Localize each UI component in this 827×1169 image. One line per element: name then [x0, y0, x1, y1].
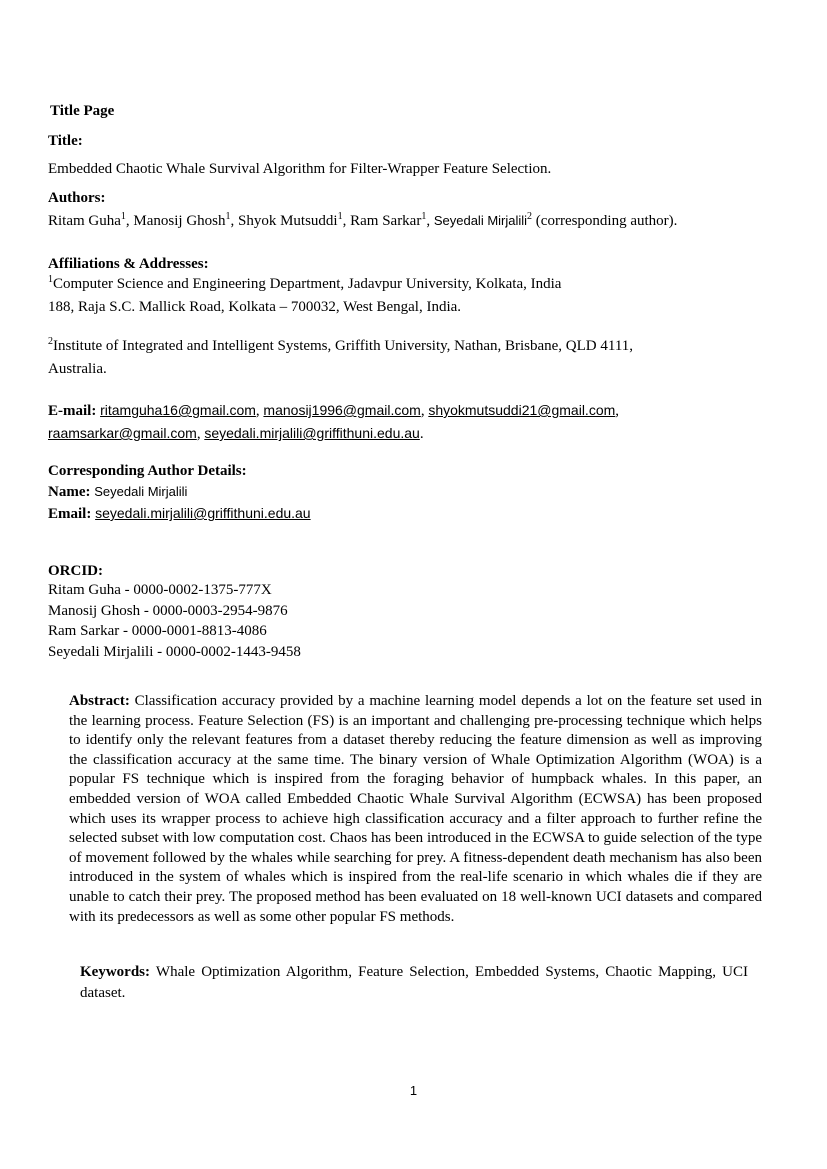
corresponding-author-label: Corresponding Author Details: [48, 463, 247, 479]
title-label: Title: [48, 133, 83, 149]
keywords-label: Keywords: [80, 964, 150, 980]
corresponding-name-row [48, 482, 767, 502]
author-affiliation-mark: 1 [225, 211, 231, 222]
email-block: E-mail: ritamguha16@gmail.com, manosij1996@gmail.com, shyokmutsuddi21@gmail.com, raamsarkar@gmail.com, seyedali.mirjalili@griffithuni.edu.au. [48, 402, 620, 442]
affiliation-mark: 2 [48, 336, 53, 347]
keywords-text: Whale Optimization Algorithm, Feature Selection, Embedded Systems, Chaotic Mapping, UCI dataset. [80, 964, 748, 1001]
paper-title: Embedded Chaotic Whale Survival Algorithm for Filter-Wrapper Feature Selection. [48, 161, 552, 177]
authors-line: Ritam Guha$^1$, Manosij Ghosh$^1$, Shyok Mutsuddi$^1$, Ram Sarkar$^1$, Seyedali Mirjalili$^2$ (corresponding author). [48, 211, 678, 229]
affiliation-1 [48, 274, 767, 317]
affiliations-label: Affiliations & Addresses: [48, 256, 209, 272]
author-name: Ram Sarkar [350, 213, 422, 229]
email-link[interactable]: ritamguha16@gmail.com [100, 402, 256, 418]
orcid-item: Manosij Ghosh - 0000-0003-2954-9876 [48, 602, 288, 619]
email-link[interactable]: shyokmutsuddi21@gmail.com [428, 402, 616, 418]
author-affiliation-mark: 2 [527, 211, 533, 222]
author-affiliation-mark: 1 [120, 211, 126, 222]
affiliation-2-line-2: Australia. [48, 361, 107, 377]
email-link[interactable]: raamsarkar@gmail.com [48, 425, 197, 441]
author-affiliation-mark: 1 [421, 211, 427, 222]
abstract-label: Abstract: [69, 693, 130, 709]
author-name: Ritam Guha [48, 213, 121, 229]
affiliation-1-line-1: Computer Science and Engineering Department, Jadavpur University, Kolkata, India [53, 276, 562, 292]
author-name: Seyedali Mirjalili [433, 213, 528, 228]
orcid-item: Seyedali Mirjalili - 0000-0002-1443-9458 [48, 643, 301, 660]
author-affiliation-mark: 1 [337, 211, 343, 222]
email-link[interactable]: manosij1996@gmail.com [263, 402, 421, 418]
affiliation-2 [48, 336, 767, 379]
corresponding-author-note: (corresponding author). [535, 213, 678, 229]
authors-label: Authors: [48, 190, 106, 206]
page-number: 1 [409, 1083, 418, 1098]
keywords [80, 962, 748, 1004]
orcid-label: ORCID: [48, 563, 103, 579]
author-name: Shyok Mutsuddi [238, 213, 338, 229]
abstract-text: Classification accuracy provided by a machine learning model depends a lot on the feature set used in the learning process. Feature Selection (FS) is an important and challenging pre-processing technique which helps to identify only the relevant features from a dataset thereby reducing the feature dimension as well as improving the classification accuracy at the same time. The binary version of Whale Optimization Algorithm (WOA) is a popular FS technique which is inspired from the foraging behavior of humpback whales. In this paper, an embedded version of WOA called Embedded Chaotic Whale Survival Algorithm (ECWSA) has been proposed which uses its wrapper process to achieve high classification accuracy and a filter approach to further refine the selected subset with low computation cost. Chaos has been introduced in the ECWSA to guide selection of the type of movement followed by the whales while searching for prey. A fitness-dependent death mechanism has also been introduced in the system of whales which is inspired from the real-life scenario in which whales die if they are unable to catch their prey. The proposed method has been evaluated on 18 well-known UCI datasets and compared with its predecessors as well as some other popular FS methods. [69, 693, 762, 925]
orcid-item: Ram Sarkar - 0000-0001-8813-4086 [48, 623, 267, 639]
abstract [69, 692, 762, 927]
author-name: Manosij Ghosh [133, 213, 226, 229]
affiliation-mark: 1 [48, 274, 53, 285]
title-page-heading: Title Page [50, 103, 115, 119]
corr-name: Seyedali Mirjalili [94, 484, 188, 499]
corr-email-label: Email: [48, 506, 92, 522]
affiliation-1-line-2: 188, Raja S.C. Mallick Road, Kolkata – 700032, West Bengal, India. [48, 299, 462, 315]
corr-email-link[interactable]: seyedali.mirjalili@griffithuni.edu.au [95, 505, 311, 521]
affiliation-2-line-1: Institute of Integrated and Intelligent Systems, Griffith University, Nathan, Brisbane, QLD 4111, [53, 338, 634, 354]
orcid-item: Ritam Guha - 0000-0002-1375-777X [48, 582, 272, 598]
orcid-list [48, 580, 767, 662]
corr-name-label: Name: [48, 484, 91, 500]
corresponding-email-row [48, 503, 767, 524]
email-label: E-mail: [48, 403, 97, 419]
email-link[interactable]: seyedali.mirjalili@griffithuni.edu.au [204, 425, 420, 441]
